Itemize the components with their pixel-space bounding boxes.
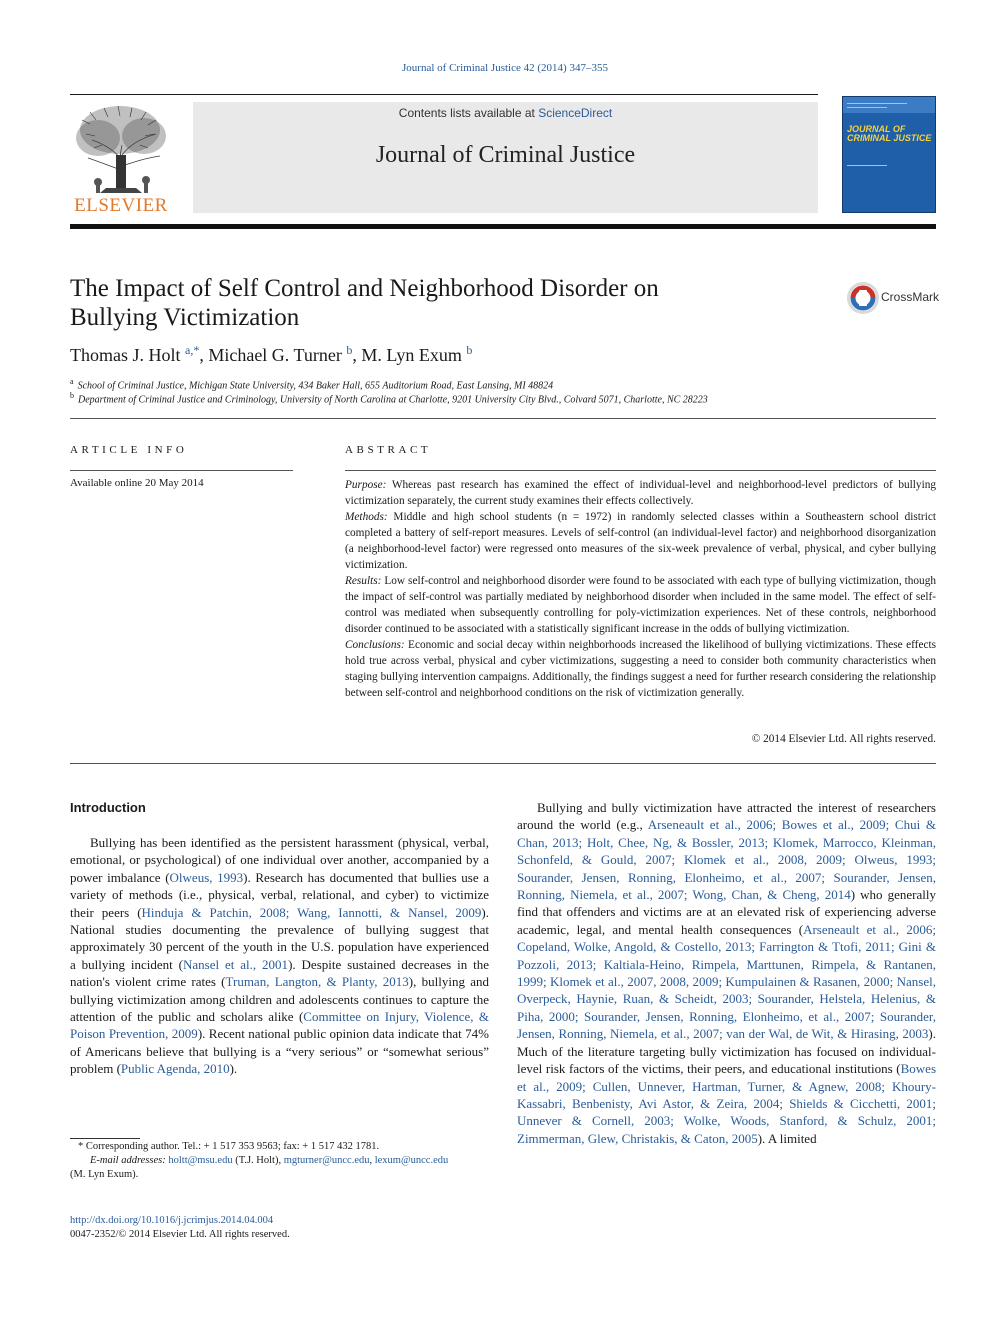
email-separator: ,: [369, 1155, 375, 1166]
elsevier-wordmark: ELSEVIER: [74, 195, 168, 216]
affiliation-a: [70, 377, 553, 391]
footnote-block: [70, 1140, 490, 1182]
affiliation-mark: a: [70, 377, 74, 386]
contents-prefix: Contents lists available at: [398, 106, 539, 120]
abstract-purpose: [345, 477, 936, 509]
abstract-bottom-rule: [70, 763, 936, 764]
article-info-rule: [70, 470, 293, 471]
author-name[interactable]: Michael G. Turner: [208, 345, 342, 365]
article-title: The Impact of Self Control and Neighborhood Disorder on Bullying Victimization: [70, 275, 659, 331]
available-online: Available online 20 May 2014: [70, 477, 204, 489]
abstract-label: Conclusions:: [345, 639, 405, 651]
cover-header-band: [843, 97, 936, 113]
abstract-text: Whereas past research has examined the effect of individual-level and neighborhood-level predictors of bullying victimization separately, the current study examines their effects collectively.: [345, 479, 936, 507]
corresponding-author-text: Corresponding author. Tel.: + 1 517 353 9563; fax: + 1 517 432 1781.: [85, 1141, 380, 1152]
header-thick-rule: [70, 224, 936, 229]
citation-link[interactable]: Committee on Injury, Violence, & Poison Prevention, 2009: [70, 1009, 489, 1042]
crossmark-label[interactable]: CrossMark: [881, 290, 940, 304]
body-text: Bullying and bully victimization have attracted the interest of researchers around the world (e.g.,: [517, 800, 936, 833]
body-text: ). Recent national public opinion data indicate that 74% of Americans believe that bullying is a “very serious” or “somewhat serious” problem (: [70, 1026, 489, 1077]
email-link[interactable]: mgturner@uncc.edu: [283, 1155, 370, 1166]
abstract-results: [345, 573, 936, 637]
corresponding-author-note: [70, 1140, 490, 1154]
abstract-methods: [345, 509, 936, 573]
cover-rule: [847, 107, 887, 108]
cover-rule: [847, 165, 887, 166]
affiliation-rule: [70, 418, 936, 419]
body-text: ). Research has documented that bullies use a variety of methods (i.e., physical, verbal, relational, and cyber) to victimize their peers (: [70, 869, 490, 920]
citation-link[interactable]: Truman, Langton, & Planty, 2013: [225, 974, 409, 990]
citation-link[interactable]: Bowes et al., 2009; Cullen, Unnever, Hartman, Turner, & Agnew, 2008; Khoury-Kassabri, Benbenisty, Avi Astor, & Zeira, 2004; Shields & Cicchetti, 2001; Unnever & Cornell, 2003; Wolke, Woods, Stanford, & Schulz, 2001; Zimmerman, Glew, Christakis, & Caton, 2005: [517, 1061, 936, 1146]
abstract-text: Economic and social decay within neighborhoods increased the likelihood of bullying victimizations. These effects hold true across verbal, physical and cyber victimizations, suggesting a need to consider both community characteristics when staging bullying intervention campaigns. Additionally, the findings suggest a need for further research considering the relationship between self-control and neighborhood conditions on the risk of victimization generally.: [345, 639, 937, 699]
crossmark-icon[interactable]: [846, 281, 880, 315]
body-text: ).: [229, 1061, 238, 1077]
journal-cover-thumbnail[interactable]: [842, 96, 936, 213]
email-link[interactable]: holtt@msu.edu: [168, 1155, 233, 1166]
citation-link[interactable]: Hinduja & Patchin, 2008; Wang, Iannotti, & Nansel, 2009: [141, 904, 482, 920]
cover-rule: [847, 103, 907, 104]
abstract-label: Purpose:: [345, 479, 387, 491]
email-label: E-mail addresses:: [90, 1155, 166, 1166]
cover-title: JOURNAL OF CRIMINAL JUSTICE: [847, 124, 932, 143]
body-column-left: [70, 834, 489, 1078]
body-text: ). A limited: [757, 1130, 817, 1146]
author-marks[interactable]: b: [466, 343, 473, 357]
citation-link[interactable]: Arseneault et al., 2006; Bowes et al., 2009; Chui & Chan, 2013; Holt, Chee, Ng, & Bossler, 2013; Klomek, Marrocco, Kleinman, Schonfeld, & Gould, 2007; Klomek et al., 2008, 2009; Olweus, 1993; Sourander, Jensen, Ronning, Elonheimo, et al., 2007; Sourander, Jensen, Ronning, Niemela, et al., 2007; Wong, Chan, & Cheng, 2014: [517, 817, 936, 903]
asterisk-mark: *: [78, 1141, 86, 1152]
header-rule: [70, 94, 818, 95]
author-separator: ,: [199, 345, 209, 365]
abstract-label: Methods:: [345, 511, 388, 523]
citation-link[interactable]: Olweus, 1993: [169, 869, 244, 885]
abstract-rule: [345, 470, 936, 471]
citation-link[interactable]: Arseneault et al., 2006; Copeland, Wolke, Angold, & Costello, 2013; Farrington & Ttofi, 2011; Gini & Pozzoli, 2013; Kaltiala-Heino, Rimpela, Marttunen, Rimpela, & Rantanen, 1999; Klomek et al., 2007, 2008, 2009; Kumpulainen & Rasanen, 2000; Nansel, Overpeck, Haynie, Ruan, & Scheidt, 2003; Sourander, Helstela, Helenius, & Piha, 2000; Sourander, Jensen, Ronning, Elonheimo, et al., 2007; Sourander, Jensen, Ronning, Niemela, et al., 2007; van der Wal, de Wit, & Hirasing, 2003: [517, 921, 937, 1042]
author-marks[interactable]: b: [346, 343, 353, 357]
author-name[interactable]: Thomas J. Holt: [70, 345, 181, 365]
abstract-body: [345, 477, 936, 701]
abstract-heading: ABSTRACT: [345, 444, 432, 456]
affiliation-text: Department of Criminal Justice and Criminology, University of North Carolina at Charlotte, 9201 University City Blvd., Colvard 5071, Charlotte, NC 28223: [78, 394, 708, 406]
email-line: [70, 1154, 490, 1168]
body-text: ) who generally find that offenders and victims are at an elevated risk of experiencing adverse academic, legal, and mental health consequences (: [517, 887, 936, 937]
abstract-label: Results:: [345, 575, 382, 587]
body-paragraph: [70, 834, 489, 1078]
citation-link[interactable]: Public Agenda, 2010: [120, 1061, 230, 1077]
affiliation-mark: b: [70, 391, 74, 400]
body-paragraph: [517, 799, 936, 1147]
abstract-copyright: © 2014 Elsevier Ltd. All rights reserved.: [751, 733, 936, 745]
body-text: ). National studies documenting the prevalence of bullying suggest that approximately 30 percent of the youth in the U.S. population have experienced a bullying incident (: [70, 904, 489, 972]
issn-line: 0047-2352/© 2014 Elsevier Ltd. All rights reserved.: [70, 1229, 290, 1240]
citation-link[interactable]: Nansel et al., 2001: [183, 956, 289, 972]
article-info-heading: ARTICLE INFO: [70, 444, 188, 456]
email-link[interactable]: lexum@uncc.edu: [374, 1155, 449, 1166]
body-text: ). Despite sustained decreases in the nation's violent crime rates (: [70, 956, 489, 990]
author-list: [70, 343, 472, 366]
sciencedirect-link[interactable]: ScienceDirect: [538, 106, 613, 120]
affiliation-b: [70, 391, 708, 405]
footnote-rule: [70, 1138, 140, 1139]
contents-line: [193, 106, 818, 120]
journal-reference[interactable]: Journal of Criminal Justice 42 (2014) 347–355: [402, 62, 608, 74]
author-name[interactable]: M. Lyn Exum: [361, 345, 462, 365]
introduction-heading: Introduction: [70, 800, 146, 815]
abstract-text: Middle and high school students (n = 1972) in randomly selected classes within a Southeastern school district completed a battery of self-report measures. Levels of self-control (an individual-level factor) and neighborhood disorganization (a neighborhood-level factor) were regressed onto measures of the six-week prevalence of verbal, physical, and cyber bullying victimization.: [345, 511, 936, 571]
email-owner: (T.J. Holt),: [232, 1155, 284, 1166]
author-marks[interactable]: a,*: [185, 343, 200, 357]
body-column-right: [517, 799, 936, 1147]
email-owner-continued: (M. Lyn Exum).: [70, 1169, 139, 1180]
affiliation-text: School of Criminal Justice, Michigan State University, 434 Baker Hall, 655 Auditorium Road, East Lansing, MI 48824: [77, 380, 554, 392]
doi-link[interactable]: http://dx.doi.org/10.1016/j.jcrimjus.2014.04.004: [70, 1215, 274, 1226]
author-separator: ,: [352, 345, 362, 365]
body-text: Bullying has been identified as the persistent harassment (physical, verbal, emotional, or psychological) of one individual over another, accompanied by a power imbalance (: [70, 835, 489, 885]
abstract-conclusions: [345, 637, 936, 701]
abstract-text: Low self-control and neighborhood disorder were found to be associated with each type of bullying victimization, though the impact of self-control was partially mediated by neighborhood disorder when included in the same model. The effect of self-control was mediated when subsequently controlling for poly-victimization experiences. Net of these controls, neighborhood disorder continued to be associated with a statistically significant increase in the odds of bullying victimization.: [345, 575, 936, 635]
journal-title[interactable]: Journal of Criminal Justice: [375, 142, 636, 168]
body-text: ), bullying and bullying victimization among children and adolescents continues to capture the attention of the public and scholars alike (: [70, 974, 489, 1025]
body-text: ). Much of the literature targeting bully victimization has focused on individual-level risk factors of the victims, their peers, and educational institutions (: [517, 1026, 936, 1077]
